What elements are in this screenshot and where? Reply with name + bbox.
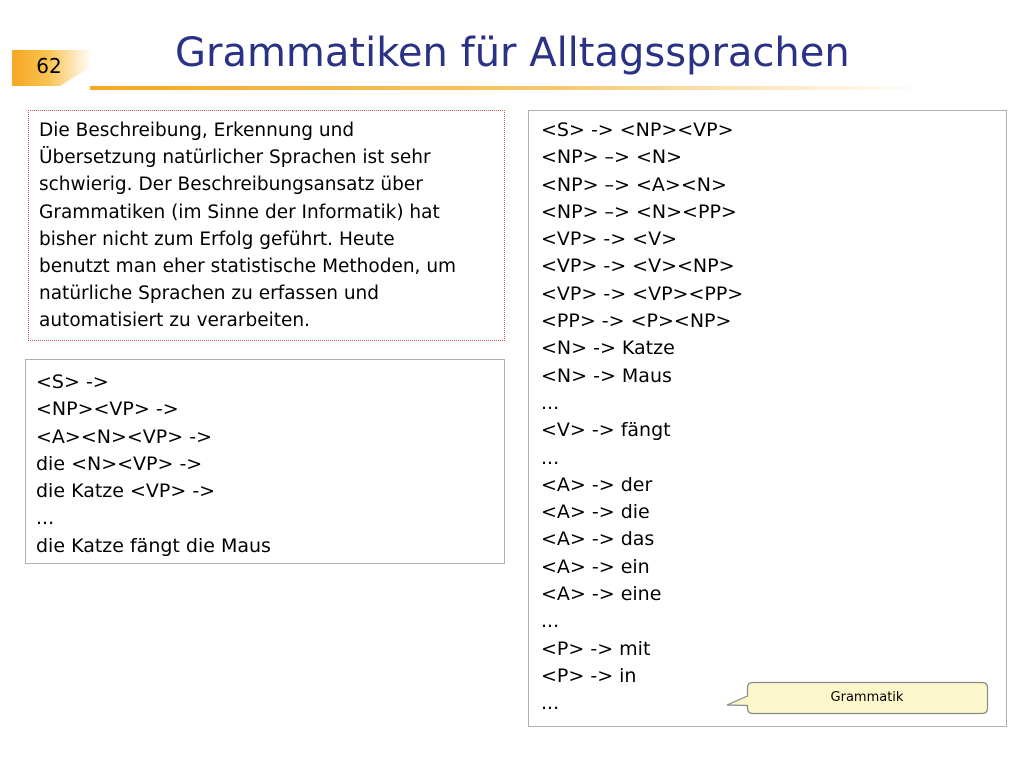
grammar-rule: <P> -> in [541, 664, 637, 687]
grammar-rule: <A> -> das [541, 528, 655, 551]
grammar-rule: <NP> –> <N> [541, 146, 683, 169]
derivation-step: ... [36, 507, 55, 530]
grammatik-callout [725, 681, 990, 715]
slide-title: Grammatiken für Alltagssprachen [175, 30, 850, 76]
grammar-rule: ... [541, 692, 560, 715]
grammar-rule: <V> -> fängt [541, 419, 671, 442]
description-line: benutzt man eher statistische Methoden, um [39, 256, 457, 278]
grammar-rule: <PP> -> <P><NP> [541, 310, 732, 333]
grammar-rule: <N> -> Maus [541, 364, 672, 387]
grammar-rule: <A> -> die [541, 501, 650, 524]
derivation-step: <NP><VP> -> [36, 398, 179, 421]
description-line: schwierig. Der Beschreibungsansatz über [39, 174, 423, 196]
derivation-step: <S> -> [36, 371, 109, 393]
grammar-rule: <A> -> eine [541, 583, 662, 606]
grammar-rule: <N> -> Katze [541, 337, 675, 360]
grammar-rule: <VP> -> <V><NP> [541, 255, 735, 278]
description-line: automatisiert zu verarbeiten. [39, 310, 310, 332]
callout-label: Grammatik [830, 690, 904, 705]
description-box [28, 110, 505, 341]
grammar-rule: <A> -> der [541, 473, 653, 496]
grammar-rule: <NP> –> <A><N> [541, 173, 727, 196]
grammar-rule: <P> -> mit [541, 637, 651, 660]
slide-number: 62 [36, 54, 62, 78]
grammar-rules-box [528, 110, 1007, 727]
grammar-rule: <VP> -> <VP><PP> [541, 282, 744, 305]
grammar-rule: <NP> –> <N><PP> [541, 200, 737, 223]
description-line: Grammatiken (im Sinne der Informatik) hat [39, 201, 440, 223]
description-line: Die Beschreibung, Erkennung und [39, 120, 355, 141]
derivation-step: die <N><VP> -> [36, 452, 203, 475]
derivation-box [25, 359, 505, 564]
derivation-step: <A><N><VP> -> [36, 425, 213, 448]
description-line: bisher nicht zum Erfolg geführt. Heute [39, 228, 395, 250]
grammar-rule: ... [541, 391, 560, 414]
grammar-rule: <S> -> <NP><VP> [541, 119, 734, 141]
description-line: natürliche Sprachen zu erfassen und [39, 283, 380, 305]
title-underline [90, 86, 924, 90]
grammar-rule: ... [541, 610, 560, 633]
description-line: Übersetzung natürlicher Sprachen ist sehr [39, 147, 431, 169]
grammar-rule: <A> -> ein [541, 555, 650, 578]
derivation-step: die Katze <VP> -> [36, 480, 216, 503]
grammar-rule: <VP> -> <V> [541, 228, 677, 251]
derivation-step: die Katze fängt die Maus [36, 534, 271, 557]
grammar-rule: ... [541, 446, 560, 469]
